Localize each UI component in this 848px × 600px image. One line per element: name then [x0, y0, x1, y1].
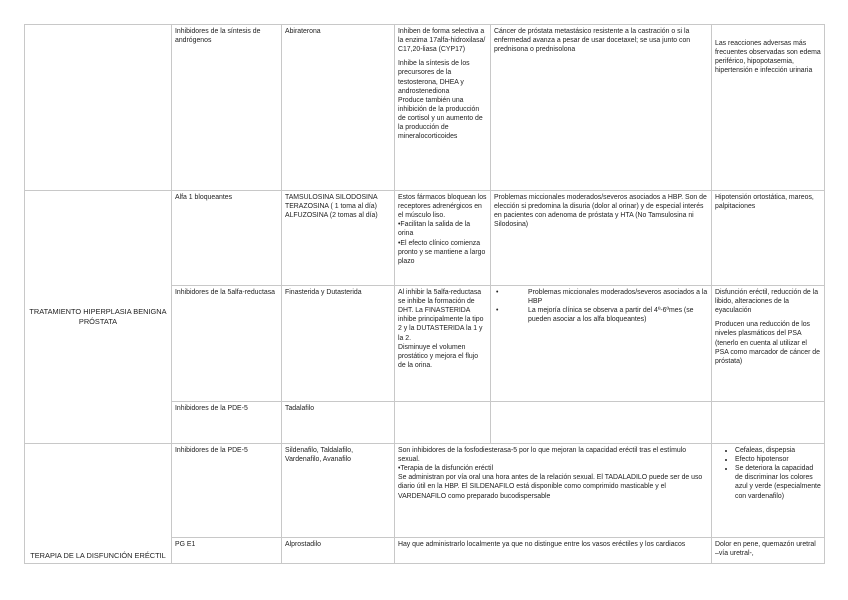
drug-name: Tadalafilo [282, 402, 395, 444]
adverse-effects-text-2: Producen una reducción de los niveles plasmáticos del PSA (tenerlo en cuenta al utilizar el PSA como marcador de cáncer de próstata) [715, 321, 820, 365]
drug-group: Inhibidores de la PDE-5 [172, 444, 282, 538]
drug-group: PG E1 [172, 538, 282, 564]
adverse-effects-text-1: Disfunción eréctil, reducción de la libido, alteraciones de la eyaculación [715, 289, 819, 315]
mechanism-text-2: Disminuye el volumen prostático y mejora el flujo de la orina. [398, 343, 479, 369]
indication [491, 286, 712, 402]
mechanism-text-3: •El efecto clínico comienza pronto y se mantiene a largo plazo [398, 239, 486, 265]
section-cell-de [25, 444, 172, 564]
mechanism-text-1: Inhiben de forma selectiva a la enzima 17alfa-hidroxilasa/ C17,20-liasa (CYP17) [398, 28, 486, 54]
mechanism-text-1: Estos fármacos bloquean los receptores adrenérgicos en el músculo liso. [398, 194, 487, 220]
indication-empty [491, 402, 712, 444]
indication: Cáncer de próstata metastásico resistente a la castración o si la enfermedad avanza a pesar de usar docetaxel; se usa junto con prednisona o prednisolona [491, 25, 712, 191]
mechanism-text-2: Inhibe la síntesis de los precursores de la testosterona, DHEA y androstenediona [398, 60, 470, 95]
section-title-de: TERAPIA DE LA DISFUNCIÓN ERÉCTIL [30, 551, 166, 561]
list-item: • La mejoría clínica se observa a partir del 4º-6ºmes (se pueden asociar a los alfa bloqueantes) [506, 306, 708, 324]
row-alfa1 [25, 191, 825, 286]
adverse-effects [712, 286, 825, 402]
row-pde5-de [25, 444, 825, 538]
list-item: • Se deteriora la capacidad de discriminar los colores azul y verde (especialmente con vardenafilo) [735, 464, 821, 500]
adverse-effects [712, 25, 825, 191]
indication: Problemas miccionales moderados/severos asociados a HBP. Son de elección si predomina la disuria (dolor al orinar) y de especial interés en pacientes con adenoma de próstata y HTA (No Tamsulosina ni Silodosina) [491, 191, 712, 286]
drug-name [282, 191, 395, 286]
mechanism-text-2: •Facilitan la salida de la orina [398, 221, 471, 238]
drug-group: Inhibidores de la síntesis de andrógenos [172, 25, 282, 191]
adverse-effects: Dolor en pene, quemazón uretral –vía uretral-, [712, 538, 825, 564]
section-cell-empty [25, 25, 172, 191]
pharmacology-table [24, 24, 825, 564]
description-text-3: Se administran por vía oral una hora antes de la relación sexual. El TADALADILO puede ser de uso diario útil en la HBP. El SILDENAFILO está disponible como comprimido masticable y el VARDENAFILO como preparado bucodispersable [398, 474, 703, 500]
drug-name: Abiraterona [282, 25, 395, 191]
drug-name: Sildenafilo, Taldalafilo, Vardenafilo, Avanafilo [282, 444, 395, 538]
drug-group: Alfa 1 bloqueantes [172, 191, 282, 286]
adverse-effects [712, 444, 825, 538]
adverse-effects: Hipotensión ortostática, mareos, palpitaciones [712, 191, 825, 286]
adverse-effects-text: Las reacciones adversas más frecuentes observadas son edema periférico, hipopotasemia, hipertensión e infección urinaria [715, 40, 821, 75]
list-item: • Cefaleas, dispepsia [735, 446, 821, 455]
drug-name-3: ALFUZOSINA (2 tomas al día) [285, 212, 378, 220]
mechanism-empty [395, 402, 491, 444]
indication-list [494, 288, 708, 324]
mechanism [395, 191, 491, 286]
adverse-effects-empty [712, 402, 825, 444]
mechanism-text-3: Produce también una inhibición de la producción de cortisol y un aumento de la producción de mineralocorticoides [398, 96, 483, 141]
description: Hay que administrarlo localmente ya que no distingue entre los vasos eréctiles y los cardiacos [395, 538, 712, 564]
drug-name-2: TERAZOSINA ( 1 toma al día) [285, 203, 377, 211]
row-abiraterona [25, 25, 825, 191]
drug-name: Alprostadilo [282, 538, 395, 564]
list-item: • Problemas miccionales moderados/severos asociados a la HBP [506, 288, 708, 306]
drug-group: Inhibidores de la 5alfa-reductasa [172, 286, 282, 402]
drug-name: Finasterida y Dutasterida [282, 286, 395, 402]
description [395, 444, 712, 538]
drug-group: Inhibidores de la PDE-5 [172, 402, 282, 444]
mechanism-text-1: Al inhibir la 5alfa-reductasa se inhibe la formación de DHT. La FINASTERIDA inhibe principalmente la tipo 2 y la DUTASTERIDA la 1 y la 2. [398, 289, 484, 342]
adverse-effects-list [715, 446, 821, 501]
list-item: • Efecto hipotensor [735, 455, 821, 464]
section-cell-hbp [25, 191, 172, 444]
mechanism [395, 286, 491, 402]
mechanism [395, 25, 491, 191]
description-text-1: Son inhibidores de la fosfodiesterasa-5 por lo que mejoran la capacidad eréctil tras el estímulo sexual. [398, 447, 687, 464]
description-text-2: •Terapia de la disfunción eréctil [398, 465, 494, 473]
section-title-hbp: TRATAMIENTO HIPERPLASIA BENIGNA PRÓSTATA [29, 307, 167, 326]
drug-name-1: TAMSULOSINA SILODOSINA [285, 194, 378, 201]
